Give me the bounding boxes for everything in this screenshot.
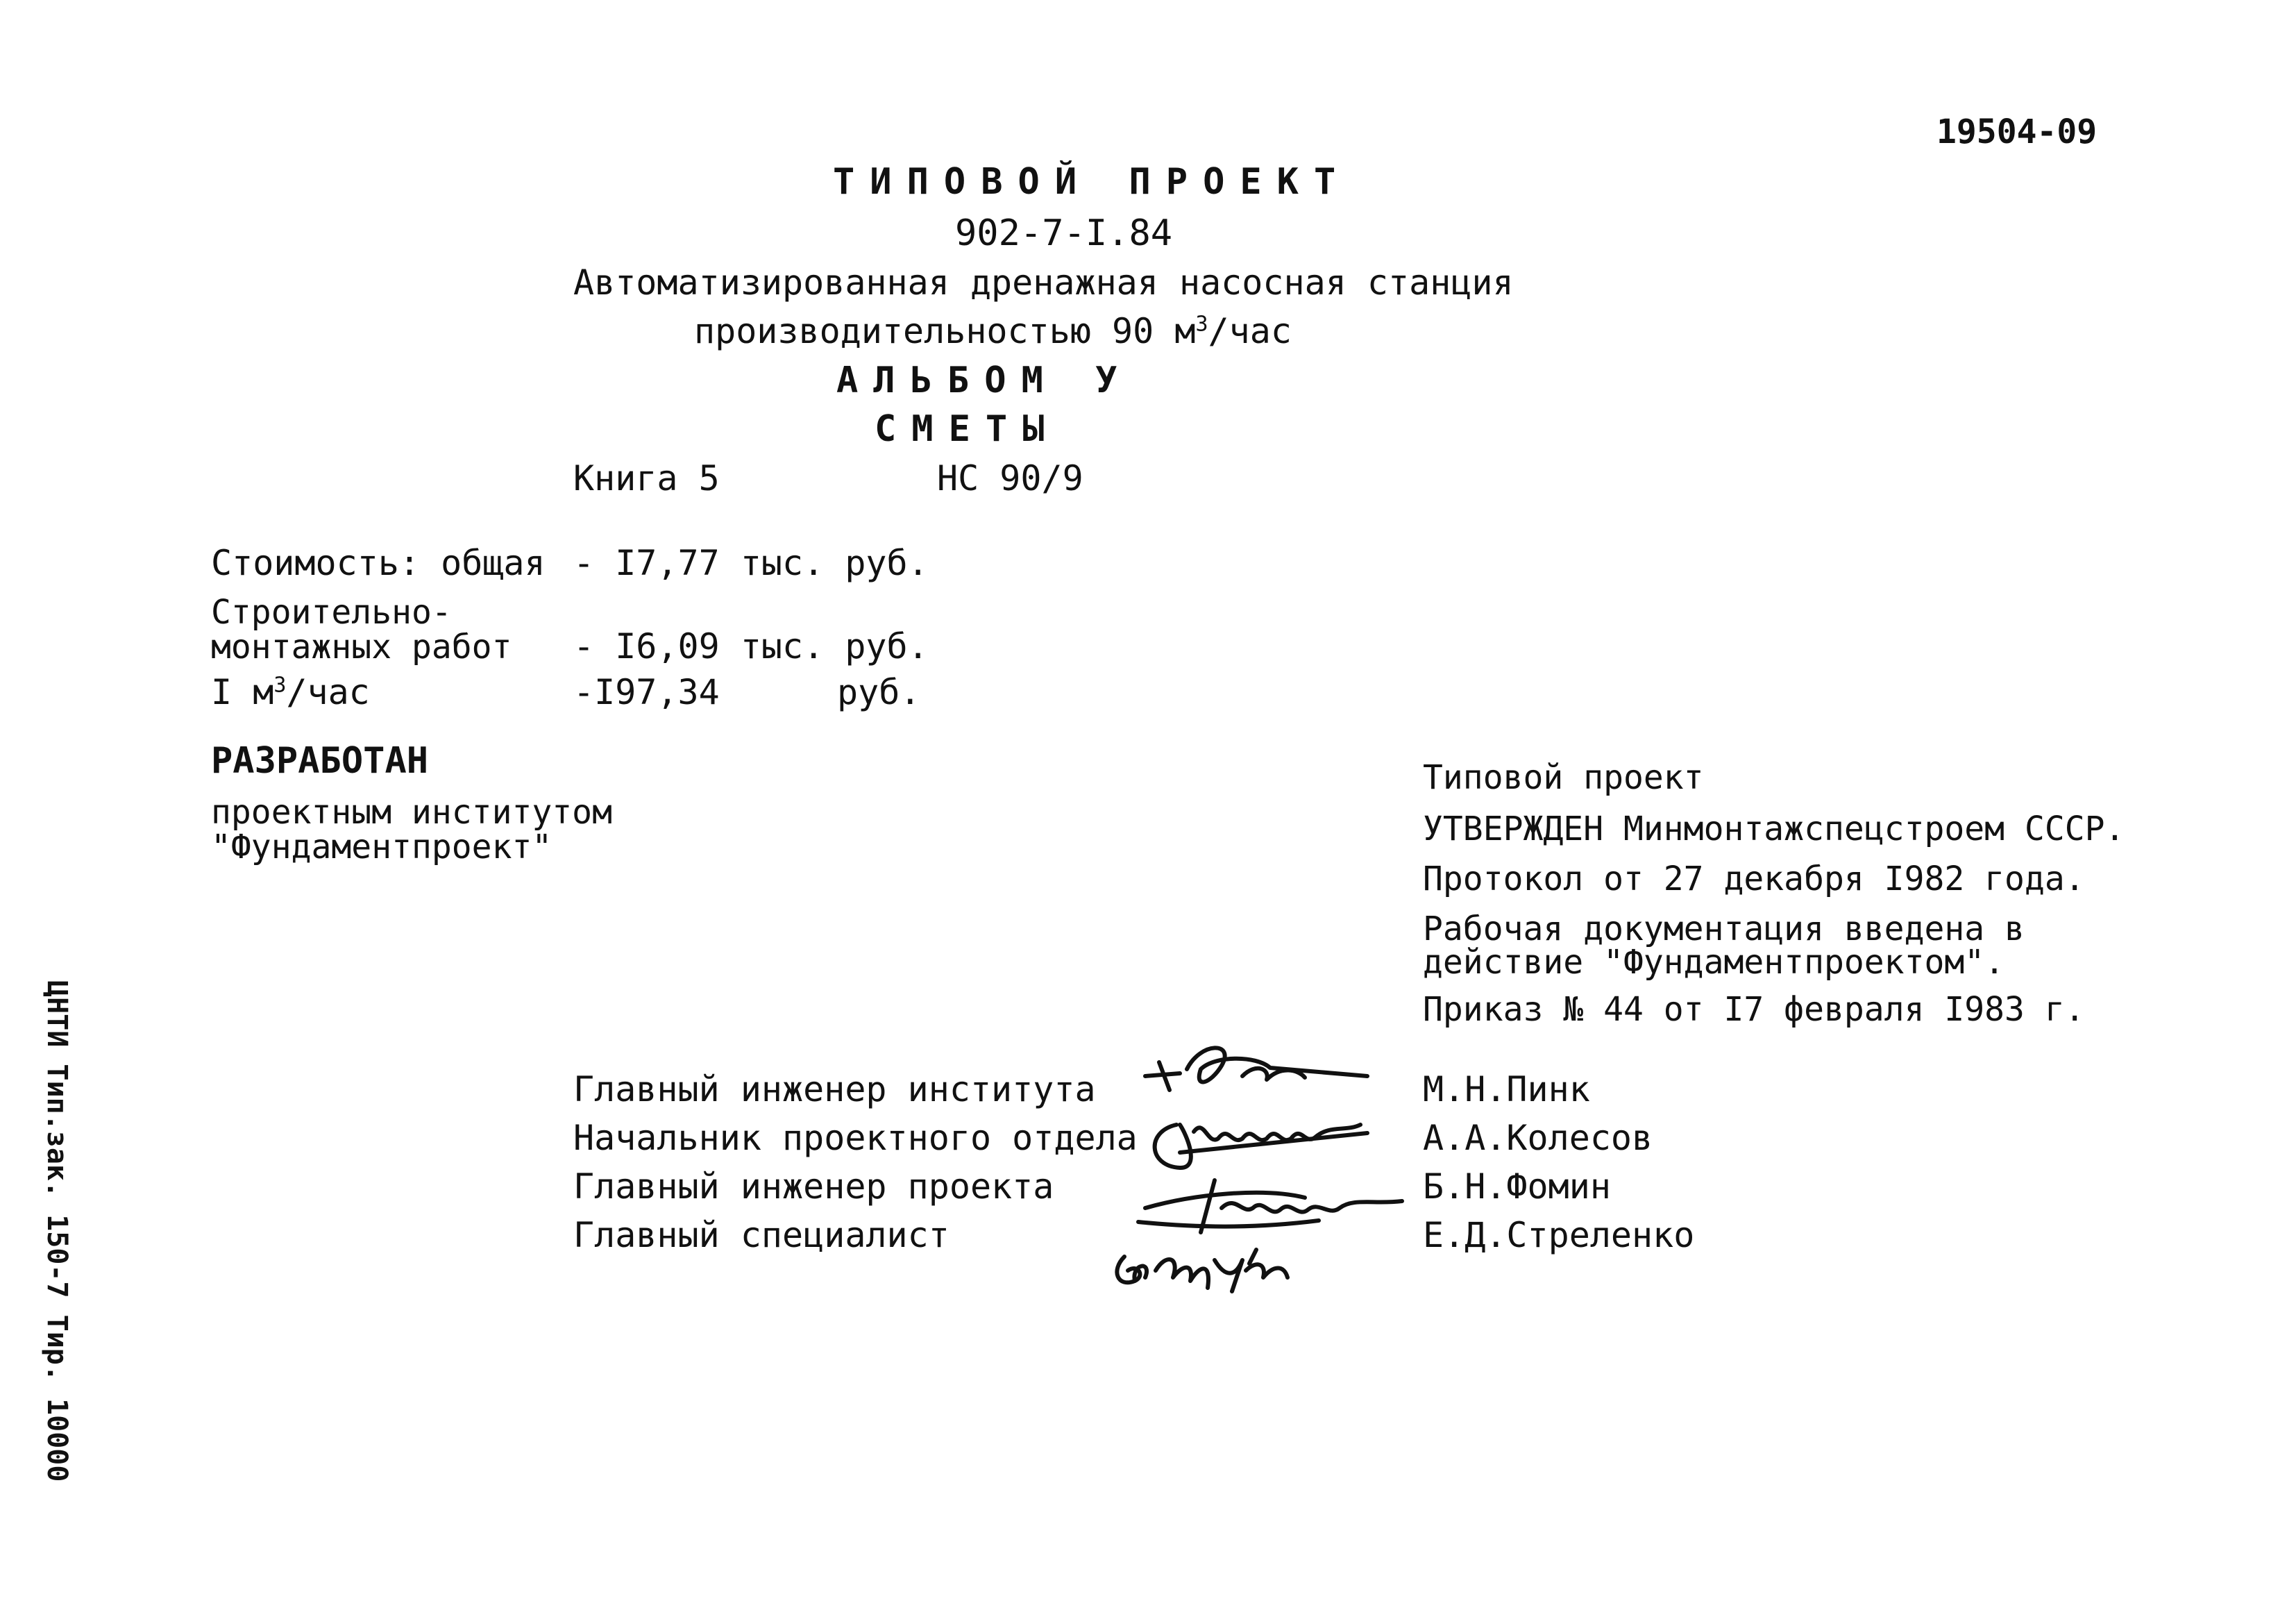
developer-institute-line2: "Фундаментпроект" [211, 828, 552, 866]
signatory-position: Главный инженер института [573, 1069, 1096, 1109]
signatory-name: Б.Н.Фомин [1423, 1166, 1611, 1207]
approval-line3: Протокол от 27 декабря I982 года. [1423, 860, 2085, 898]
subject-capacity-unit-exponent: 3 [1195, 312, 1208, 337]
cost-total-value: - I7,77 тыс. руб. [573, 543, 929, 583]
cost-total-label: Стоимость: общая [211, 543, 546, 583]
signatory-name: А.А.Колесов [1423, 1118, 1653, 1158]
developer-heading: РАЗРАБОТАН [211, 740, 429, 782]
cost-construction-value: - I6,09 тыс. руб. [573, 626, 929, 667]
approval-line5: действие "Фундаментпроектом". [1423, 943, 2005, 982]
album-number: АЛЬБОМ У [836, 360, 1133, 401]
approval-line2: УТВЕРЖДЕН Минмонтажспецстроем СССР. [1423, 810, 2125, 848]
cost-construction-label-line2: монтажных работ [211, 628, 512, 667]
print-info: ЦНТИ Тип.зак. 150-7 Тир. 10000 [41, 980, 73, 1482]
subject-capacity-unit-suffix: /час [1208, 311, 1292, 351]
archive-number: 19504-09 [1936, 112, 2097, 151]
book-number: Книга 5 [573, 458, 720, 498]
cost-per-unit-suffix: /час [286, 672, 370, 712]
album-code: НС 90/9 [937, 458, 1083, 498]
approval-line6: Приказ № 44 от I7 февраля I983 г. [1423, 990, 2085, 1029]
cost-per-unit-prefix: I м [211, 672, 274, 712]
developer-institute-line1: проектным институтом [211, 793, 612, 832]
document-heading: ТИПОВОЙ ПРОЕКТ [833, 161, 1351, 203]
signatory-position: Начальник проектного отдела [573, 1118, 1138, 1158]
signatory-position: Главный инженер проекта [573, 1166, 1054, 1207]
signature-chief-engineer-institute [1138, 1028, 1374, 1104]
project-number: 902-7-I.84 [955, 212, 1173, 254]
project-subject-line1: Автоматизированная дренажная насосная станция [573, 262, 1514, 303]
project-subject-line2 [694, 311, 1292, 351]
signatory-name: Е.Д.Стреленко [1423, 1215, 1695, 1255]
approval-line1: Типовой проект [1423, 758, 1704, 797]
cost-construction-label-line1: Строительно- [211, 593, 452, 632]
cost-per-unit-exponent: 3 [273, 673, 287, 698]
cost-per-unit-currency: руб. [837, 672, 921, 712]
subject-capacity: производительностью 90 м [694, 311, 1196, 351]
signatory-name: М.Н.Пинк [1423, 1069, 1590, 1109]
signature-chief-specialist [1104, 1222, 1326, 1298]
cost-per-unit-value: -I97,34 [573, 672, 720, 712]
cost-per-unit-label [211, 672, 370, 712]
album-section: СМЕТЫ [875, 408, 1060, 450]
approval-line4: Рабочая документация введена в [1423, 910, 2025, 948]
signatory-position: Главный специалист [573, 1215, 949, 1255]
